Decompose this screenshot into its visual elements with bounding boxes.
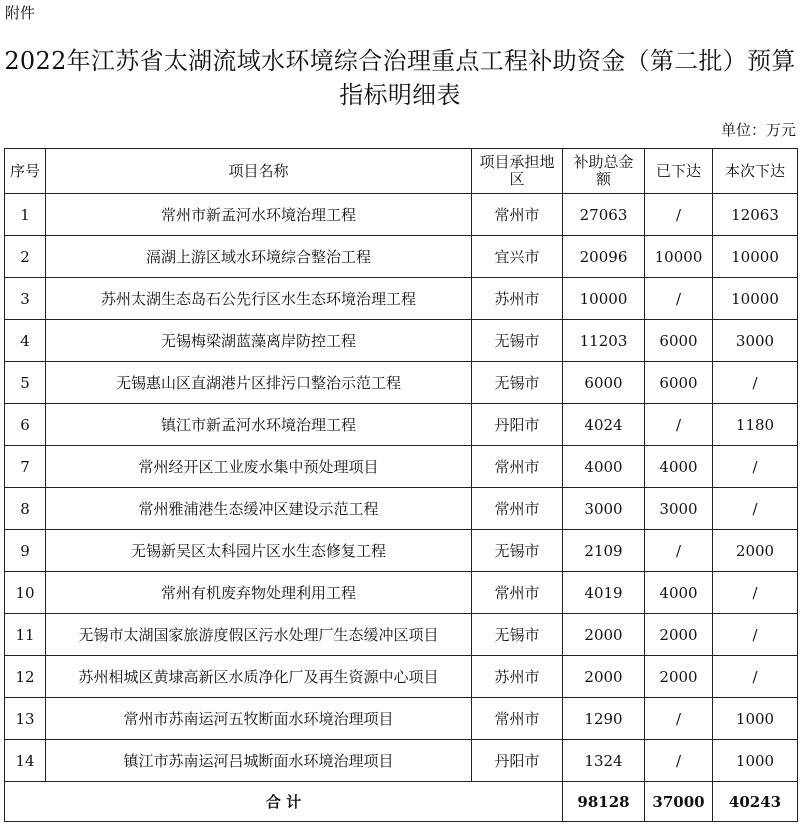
cell-name: 无锡惠山区直湖港片区排污口整治示范工程 bbox=[46, 362, 472, 404]
table-row bbox=[5, 278, 798, 320]
cell-current: 10000 bbox=[713, 236, 798, 278]
cell-region: 常州市 bbox=[472, 572, 563, 614]
header-name: 项目名称 bbox=[46, 149, 472, 194]
header-total: 补助总金额 bbox=[563, 149, 645, 194]
cell-total: 2109 bbox=[563, 530, 645, 572]
cell-name: 滆湖上游区域水环境综合整治工程 bbox=[46, 236, 472, 278]
cell-region: 苏州市 bbox=[472, 278, 563, 320]
cell-total: 4000 bbox=[563, 446, 645, 488]
cell-name: 无锡新吴区太科园片区水生态修复工程 bbox=[46, 530, 472, 572]
cell-name: 苏州太湖生态岛石公先行区水生态环境治理工程 bbox=[46, 278, 472, 320]
cell-total: 2000 bbox=[563, 614, 645, 656]
cell-current: 12063 bbox=[713, 194, 798, 236]
cell-issued: / bbox=[645, 194, 713, 236]
cell-current: / bbox=[713, 446, 798, 488]
cell-current: 1000 bbox=[713, 698, 798, 740]
cell-name: 无锡市太湖国家旅游度假区污水处理厂生态缓冲区项目 bbox=[46, 614, 472, 656]
header-current: 本次下达 bbox=[713, 149, 798, 194]
table-row bbox=[5, 236, 798, 278]
document-title bbox=[0, 44, 800, 112]
cell-region: 无锡市 bbox=[472, 614, 563, 656]
cell-name: 镇江市新孟河水环境治理工程 bbox=[46, 404, 472, 446]
table-row bbox=[5, 320, 798, 362]
cell-index: 2 bbox=[5, 236, 46, 278]
cell-index: 14 bbox=[5, 740, 46, 782]
cell-current: / bbox=[713, 656, 798, 698]
header-issued: 已下达 bbox=[645, 149, 713, 194]
cell-name: 常州经开区工业废水集中预处理项目 bbox=[46, 446, 472, 488]
cell-name: 苏州相城区黄埭高新区水质净化厂及再生资源中心项目 bbox=[46, 656, 472, 698]
cell-issued: / bbox=[645, 530, 713, 572]
cell-index: 9 bbox=[5, 530, 46, 572]
table-row bbox=[5, 740, 798, 782]
cell-total: 1290 bbox=[563, 698, 645, 740]
cell-index: 3 bbox=[5, 278, 46, 320]
cell-region: 常州市 bbox=[472, 446, 563, 488]
cell-current: / bbox=[713, 572, 798, 614]
cell-current: / bbox=[713, 488, 798, 530]
cell-issued: 4000 bbox=[645, 572, 713, 614]
header-index: 序号 bbox=[5, 149, 46, 194]
cell-region: 宜兴市 bbox=[472, 236, 563, 278]
table-row bbox=[5, 698, 798, 740]
table-total bbox=[5, 782, 798, 822]
cell-total: 10000 bbox=[563, 278, 645, 320]
cell-region: 常州市 bbox=[472, 698, 563, 740]
cell-region: 丹阳市 bbox=[472, 740, 563, 782]
cell-index: 13 bbox=[5, 698, 46, 740]
cell-index: 1 bbox=[5, 194, 46, 236]
cell-total: 4019 bbox=[563, 572, 645, 614]
header-row bbox=[5, 149, 798, 194]
cell-total: 6000 bbox=[563, 362, 645, 404]
cell-issued: 2000 bbox=[645, 614, 713, 656]
cell-index: 7 bbox=[5, 446, 46, 488]
cell-name: 常州市苏南运河五牧断面水环境治理项目 bbox=[46, 698, 472, 740]
table-row bbox=[5, 614, 798, 656]
cell-issued: / bbox=[645, 740, 713, 782]
table-row bbox=[5, 446, 798, 488]
attachment-label: 附件 bbox=[5, 4, 36, 22]
cell-total: 11203 bbox=[563, 320, 645, 362]
cell-index: 4 bbox=[5, 320, 46, 362]
cell-issued: 10000 bbox=[645, 236, 713, 278]
cell-current: 10000 bbox=[713, 278, 798, 320]
table-row bbox=[5, 362, 798, 404]
cell-index: 8 bbox=[5, 488, 46, 530]
cell-current: / bbox=[713, 614, 798, 656]
cell-region: 无锡市 bbox=[472, 362, 563, 404]
table-row bbox=[5, 404, 798, 446]
cell-name: 常州雅浦港生态缓冲区建设示范工程 bbox=[46, 488, 472, 530]
cell-index: 12 bbox=[5, 656, 46, 698]
cell-region: 无锡市 bbox=[472, 320, 563, 362]
cell-index: 10 bbox=[5, 572, 46, 614]
title-line-2: 指标明细表 bbox=[339, 81, 461, 109]
cell-total: 3000 bbox=[563, 488, 645, 530]
cell-name: 常州有机废弃物处理利用工程 bbox=[46, 572, 472, 614]
cell-issued: / bbox=[645, 278, 713, 320]
budget-table bbox=[4, 148, 798, 822]
cell-issued: 4000 bbox=[645, 446, 713, 488]
cell-total: 2000 bbox=[563, 656, 645, 698]
total-current: 40243 bbox=[713, 782, 798, 822]
table-row bbox=[5, 656, 798, 698]
cell-total: 27063 bbox=[563, 194, 645, 236]
cell-issued: 3000 bbox=[645, 488, 713, 530]
cell-index: 6 bbox=[5, 404, 46, 446]
cell-current: 3000 bbox=[713, 320, 798, 362]
table-header bbox=[5, 149, 798, 194]
cell-region: 常州市 bbox=[472, 488, 563, 530]
table-row bbox=[5, 530, 798, 572]
cell-issued: 6000 bbox=[645, 320, 713, 362]
table-row bbox=[5, 488, 798, 530]
cell-region: 苏州市 bbox=[472, 656, 563, 698]
cell-issued: 6000 bbox=[645, 362, 713, 404]
table-row bbox=[5, 194, 798, 236]
cell-name: 无锡梅梁湖蓝藻离岸防控工程 bbox=[46, 320, 472, 362]
cell-name: 镇江市苏南运河吕城断面水环境治理项目 bbox=[46, 740, 472, 782]
cell-total: 20096 bbox=[563, 236, 645, 278]
title-line-1: 2022年江苏省太湖流域水环境综合治理重点工程补助资金（第二批）预算 bbox=[4, 47, 796, 75]
table-row bbox=[5, 572, 798, 614]
cell-total: 4024 bbox=[563, 404, 645, 446]
total-row bbox=[5, 782, 798, 822]
unit-label: 单位：万元 bbox=[720, 121, 796, 139]
cell-issued: 2000 bbox=[645, 656, 713, 698]
cell-region: 无锡市 bbox=[472, 530, 563, 572]
total-issued: 37000 bbox=[645, 782, 713, 822]
cell-current: / bbox=[713, 362, 798, 404]
cell-current: 2000 bbox=[713, 530, 798, 572]
cell-name: 常州市新孟河水环境治理工程 bbox=[46, 194, 472, 236]
cell-issued: / bbox=[645, 404, 713, 446]
cell-index: 11 bbox=[5, 614, 46, 656]
total-sum: 98128 bbox=[563, 782, 645, 822]
cell-region: 丹阳市 bbox=[472, 404, 563, 446]
cell-current: 1000 bbox=[713, 740, 798, 782]
cell-index: 5 bbox=[5, 362, 46, 404]
cell-issued: / bbox=[645, 698, 713, 740]
header-region: 项目承担地区 bbox=[472, 149, 563, 194]
total-label: 合 计 bbox=[5, 782, 563, 822]
cell-region: 常州市 bbox=[472, 194, 563, 236]
cell-current: 1180 bbox=[713, 404, 798, 446]
table-body bbox=[5, 194, 798, 782]
cell-total: 1324 bbox=[563, 740, 645, 782]
